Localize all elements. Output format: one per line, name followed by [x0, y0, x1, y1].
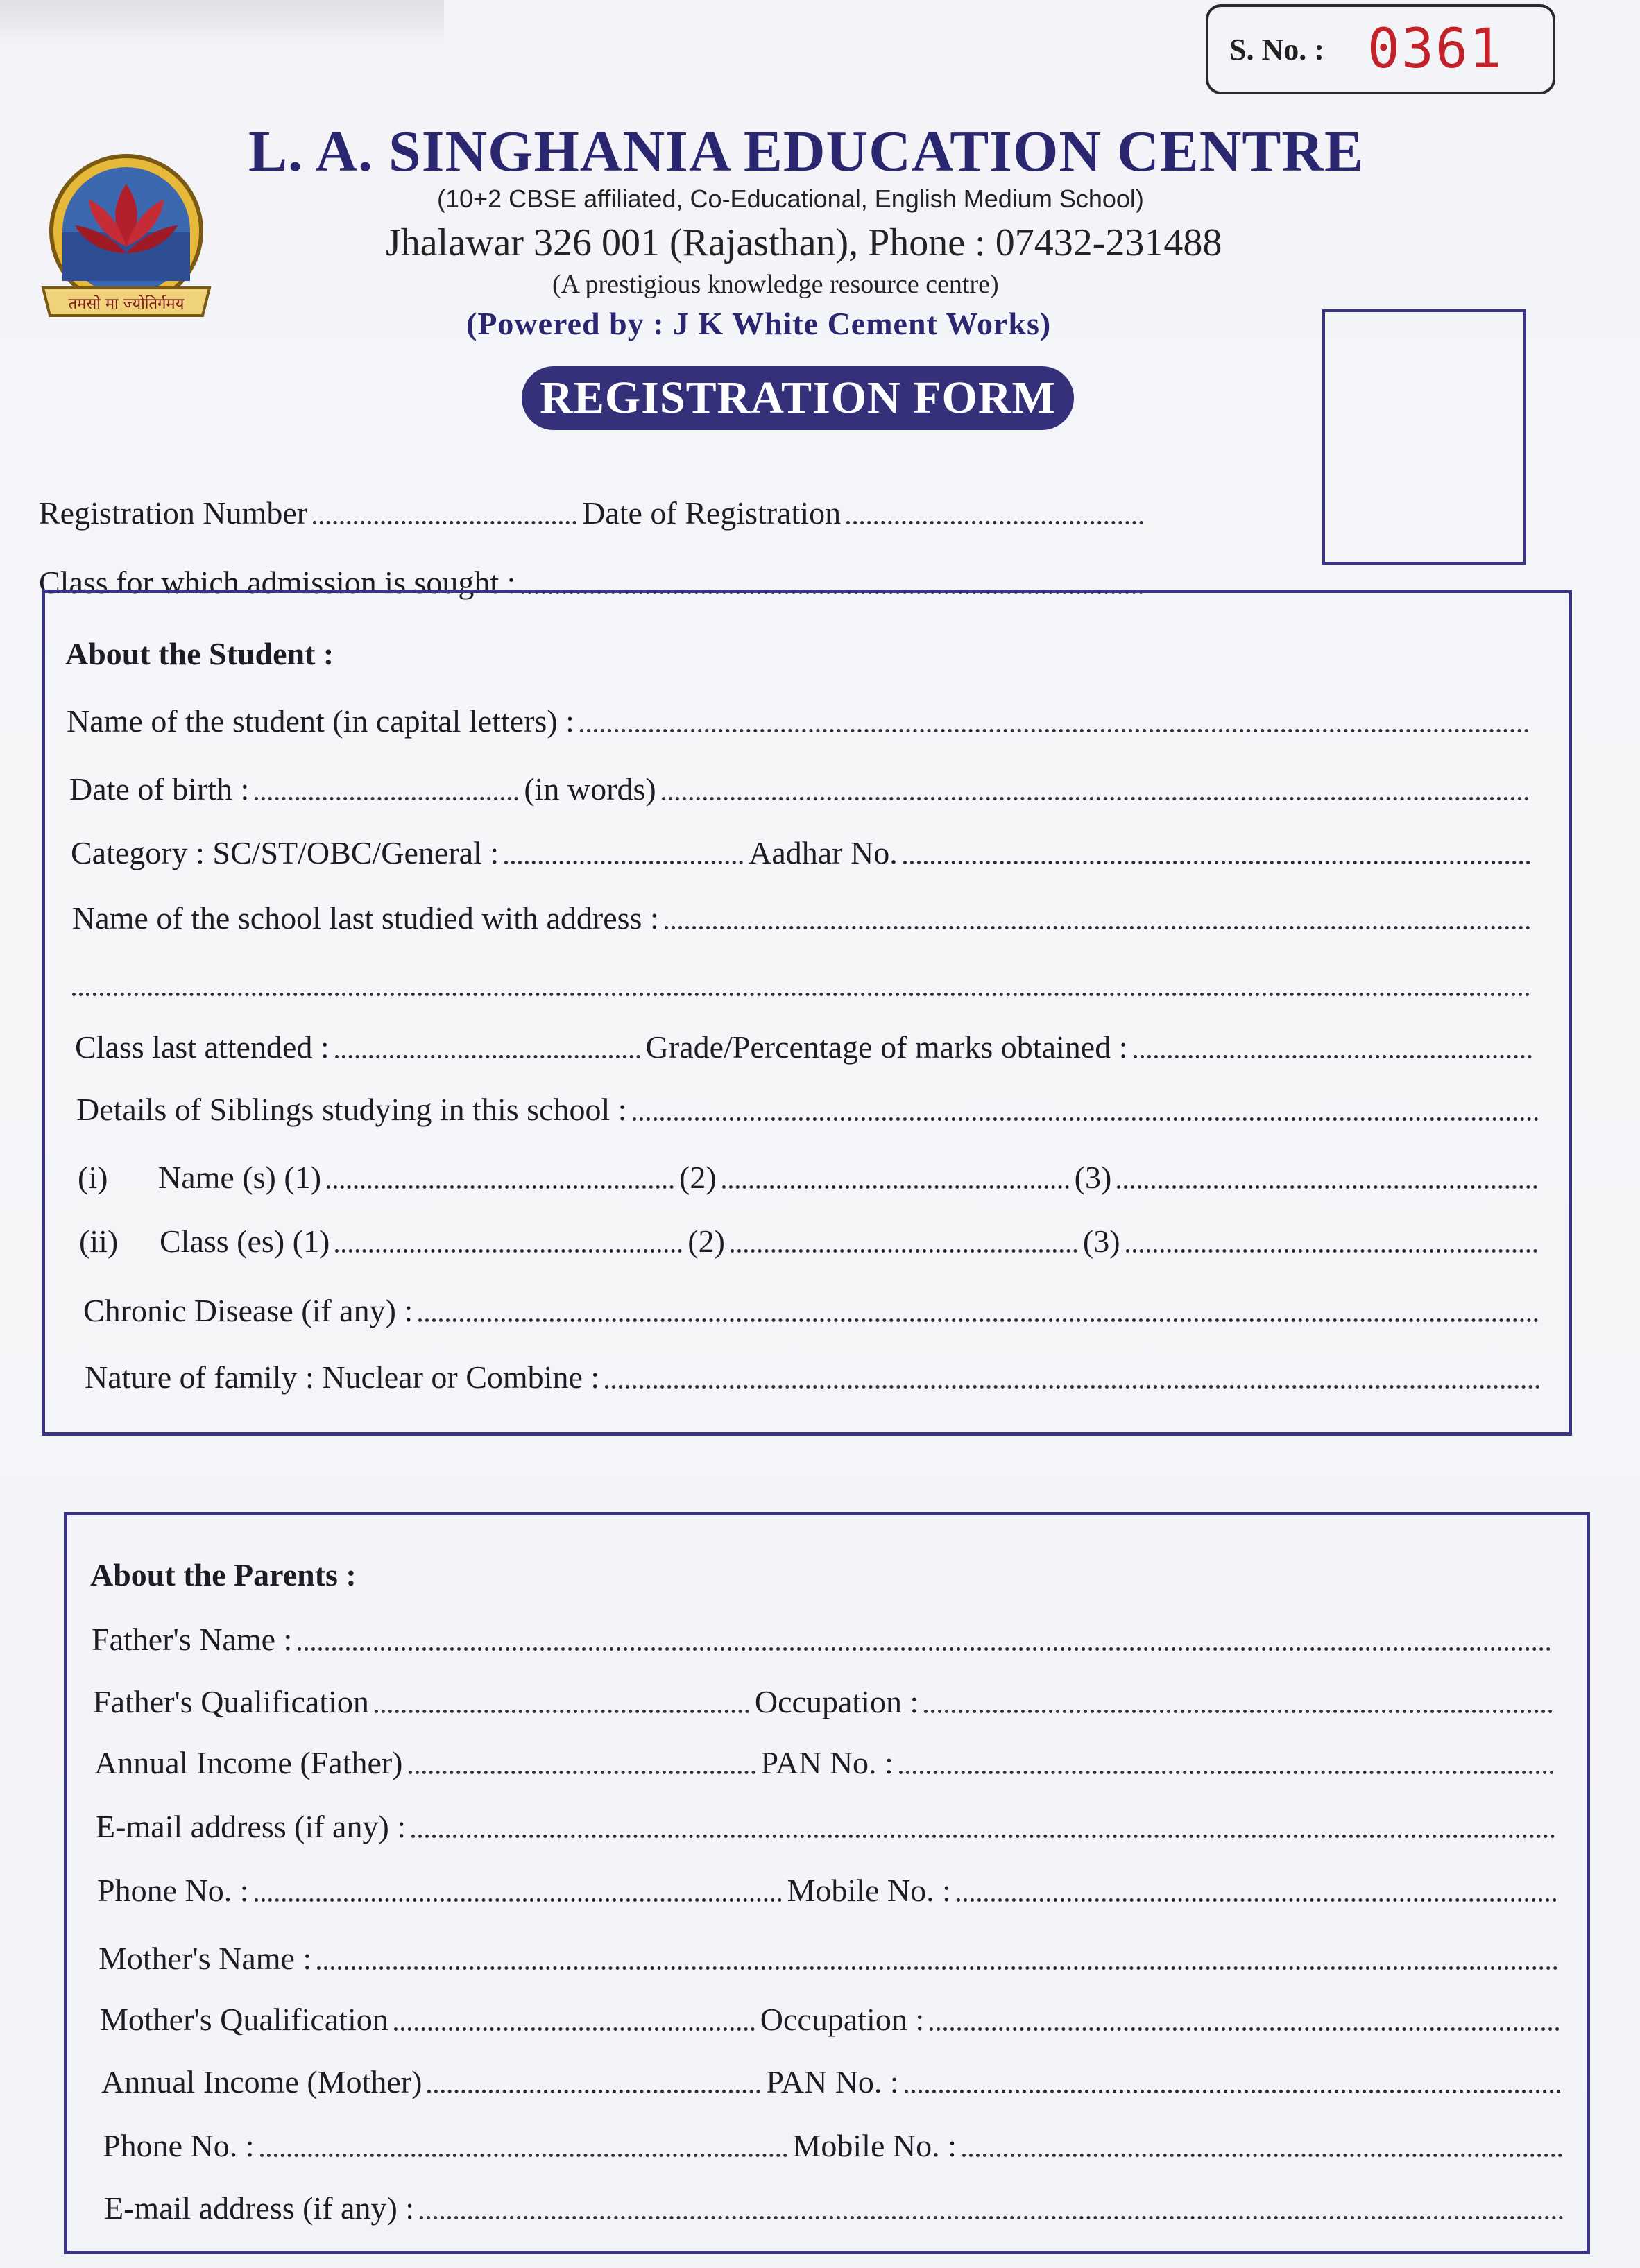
family-field[interactable] [605, 1385, 1540, 1389]
chronic-label: Chronic Disease (if any) : [83, 1293, 413, 1328]
class-sought-label: Class for which admission is sought : [39, 565, 516, 600]
siblings-field[interactable] [633, 1117, 1539, 1121]
sibling-class-3-label: (3) [1082, 1223, 1120, 1259]
mother-name-field[interactable] [317, 1966, 1558, 1970]
registration-number-label: Registration Number [39, 495, 308, 531]
category-row [71, 830, 1536, 871]
category-label: Category : SC/ST/OBC/General : [71, 835, 499, 870]
siblings-row [76, 1086, 1544, 1128]
mother-email-label: E-mail address (if any) : [104, 2190, 415, 2226]
student-name-label: Name of the student (in capital letters) : [67, 703, 574, 739]
mother-name-label: Mother's Name : [99, 1941, 312, 1976]
logo-motto: तमसो मा ज्योतिर्गमय [68, 295, 185, 313]
student-section-title: About the Student : [65, 636, 334, 671]
mother-phone-field[interactable] [260, 2154, 787, 2157]
sibling-class-3-field[interactable] [1126, 1249, 1537, 1253]
class-last-row [75, 1024, 1537, 1065]
school-name: L. A. SINGHANIA EDUCATION CENTRE [248, 119, 1365, 184]
father-mobile-label: Mobile No. : [787, 1873, 951, 1908]
income-father-label: Annual Income (Father) [94, 1745, 403, 1780]
dob-field[interactable] [255, 797, 518, 800]
student-name-field[interactable] [580, 729, 1529, 732]
sibling-names-row [78, 1154, 1543, 1196]
mother-qual-row [100, 1996, 1565, 2038]
last-school-field-2[interactable] [72, 993, 1530, 996]
family-label: Nature of family : Nuclear or Combine : [85, 1359, 600, 1395]
father-occupation-label: Occupation : [754, 1684, 919, 1719]
father-qual-field[interactable] [375, 1710, 749, 1713]
grade-label: Grade/Percentage of marks obtained : [645, 1029, 1128, 1065]
photo-box[interactable] [1322, 309, 1526, 565]
father-email-field[interactable] [411, 1835, 1555, 1838]
father-occupation-field[interactable] [924, 1710, 1553, 1713]
tagline-text: (A prestigious knowledge resource centre) [552, 270, 999, 299]
mother-mobile-label: Mobile No. : [792, 2128, 957, 2163]
mother-email-field[interactable] [420, 2216, 1564, 2219]
father-name-field[interactable] [298, 1647, 1551, 1651]
class-last-field[interactable] [335, 1055, 640, 1058]
address-text: Jhalawar 326 001 (Rajasthan), Phone : 07432-231488 [386, 221, 1222, 264]
father-name-label: Father's Name : [92, 1622, 293, 1657]
father-phone-label: Phone No. : [97, 1873, 249, 1908]
mother-occupation-field[interactable] [930, 2027, 1560, 2031]
father-name-row [92, 1616, 1557, 1658]
sibling-name-3-field[interactable] [1117, 1185, 1537, 1189]
father-qual-label: Father's Qualification [93, 1684, 369, 1719]
mother-phone-row [103, 2122, 1568, 2164]
sibling-class-2-label: (2) [687, 1223, 725, 1259]
dob-words-field[interactable] [662, 797, 1529, 800]
last-school-label: Name of the school last studied with address : [72, 900, 659, 936]
chronic-row [83, 1287, 1544, 1329]
income-mother-row [101, 2059, 1566, 2100]
father-pan-field[interactable] [899, 1771, 1554, 1774]
school-logo-icon [29, 149, 223, 329]
mother-email-row [104, 2185, 1569, 2226]
mother-name-row [99, 1935, 1564, 1977]
sibling-class-2-field[interactable] [731, 1249, 1077, 1253]
income-mother-field[interactable] [427, 2090, 760, 2093]
chronic-field[interactable] [418, 1318, 1539, 1322]
powered-by-text: (Powered by : J K White Cement Works) [466, 306, 1052, 341]
mother-phone-label: Phone No. : [103, 2128, 255, 2163]
affiliation-text: (10+2 CBSE affiliated, Co-Educational, English Medium School) [437, 184, 1144, 213]
family-row [85, 1354, 1546, 1395]
father-mobile-field[interactable] [957, 1898, 1557, 1902]
mother-occupation-label: Occupation : [760, 2002, 925, 2037]
father-email-label: E-mail address (if any) : [96, 1809, 407, 1844]
aadhar-field[interactable] [903, 861, 1530, 864]
class-last-label: Class last attended : [75, 1029, 330, 1065]
sibling-classes-row [79, 1218, 1543, 1260]
registration-row [39, 490, 1149, 531]
last-school-field[interactable] [665, 926, 1530, 929]
mother-qual-label: Mother's Qualification [100, 2002, 388, 2037]
mother-mobile-field[interactable] [962, 2154, 1562, 2157]
father-email-row [96, 1803, 1561, 1845]
dob-row [69, 766, 1535, 807]
sibling-classes-label: Class (es) (1) [160, 1223, 330, 1259]
date-of-registration-label: Date of Registration [582, 495, 842, 531]
serial-number-value: 0361 [1367, 18, 1503, 80]
dob-label: Date of birth : [69, 771, 250, 807]
registration-number-field[interactable] [313, 521, 576, 524]
mother-pan-field[interactable] [905, 2090, 1561, 2093]
last-school-row [72, 895, 1536, 936]
father-pan-label: PAN No. : [760, 1745, 894, 1780]
income-father-field[interactable] [409, 1771, 755, 1774]
student-name-row [67, 698, 1535, 739]
parents-section-title: About the Parents : [90, 1557, 357, 1592]
sibling-name-2-field[interactable] [722, 1185, 1069, 1189]
serial-number-box [1206, 4, 1555, 94]
sibling-names-label: Name (s) (1) [158, 1160, 322, 1195]
father-phone-field[interactable] [255, 1898, 782, 1902]
income-father-row [94, 1739, 1560, 1781]
sibling-names-index: (i) [78, 1160, 108, 1195]
sibling-name-1-field[interactable] [327, 1185, 674, 1189]
torn-edge [0, 0, 444, 49]
form-title: REGISTRATION FORM [522, 366, 1074, 430]
last-school-row-2 [72, 961, 1536, 1003]
category-field[interactable] [504, 861, 743, 864]
siblings-label: Details of Siblings studying in this school : [76, 1092, 627, 1127]
grade-field[interactable] [1134, 1055, 1532, 1058]
sibling-name-2-label: (2) [679, 1160, 717, 1195]
sibling-name-3-label: (3) [1074, 1160, 1112, 1195]
sibling-class-1-field[interactable] [335, 1249, 682, 1253]
dob-words-label: (in words) [524, 771, 656, 807]
income-mother-label: Annual Income (Mother) [101, 2064, 422, 2099]
date-of-registration-field[interactable] [846, 521, 1143, 524]
sibling-classes-index: (ii) [79, 1223, 119, 1259]
father-phone-row [97, 1867, 1562, 1909]
serial-number-label: S. No. : [1229, 32, 1324, 67]
aadhar-label: Aadhar No. [749, 835, 898, 870]
mother-pan-label: PAN No. : [766, 2064, 899, 2099]
father-qual-row [93, 1678, 1558, 1720]
mother-qual-field[interactable] [394, 2027, 755, 2031]
